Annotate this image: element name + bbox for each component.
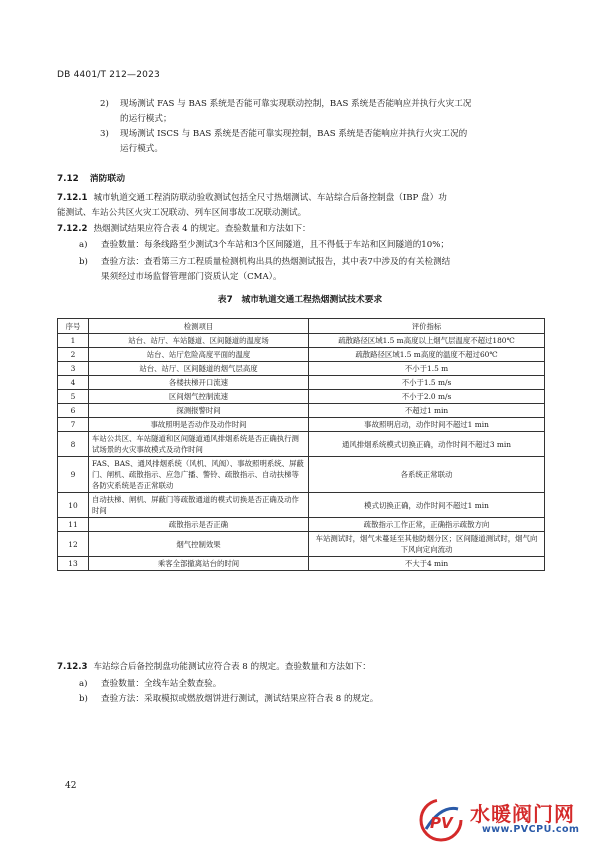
clause-7-12-2: 7.12.2 热烟测试结果应符合表 4 的规定。查验数量和方法如下： xyxy=(57,224,311,234)
table-row: 11 疏散指示是否正确 疏散指示工作正常，正确指示疏散方向 xyxy=(58,518,545,532)
column-header-criteria: 评价指标 xyxy=(309,319,545,334)
list-item-number: 3) xyxy=(100,129,109,139)
section-number: 7.12 xyxy=(57,174,79,184)
list-item-text: 查验数量：每条线路至少测试3个车站和3个区间隧道，且不得低于车站和区间隧道的10%； xyxy=(101,240,450,250)
clause-number: 7.12.2 xyxy=(57,224,88,234)
table-row: 12 烟气控制效果 车站测试时，烟气未蔓延至其他防烟分区；区间隧道测试时，烟气向下风向定向流动 xyxy=(58,532,545,557)
table-header-row xyxy=(58,319,545,334)
list-item-text: 现场测试 ISCS 与 BAS 系统是否能可靠实现控制，BAS 系统是否能响应并执行火灾工况的 运行模式。 xyxy=(120,129,468,154)
column-header-index: 序号 xyxy=(58,319,89,334)
column-header-item: 检测项目 xyxy=(89,319,309,334)
table-row: 3 站台、站厅、区间隧道的烟气层高度 不小于1.5 m xyxy=(58,362,545,376)
list-item xyxy=(79,692,549,707)
watermark-url: www.PVCPU.com xyxy=(482,824,580,835)
watermark-logo-icon xyxy=(416,795,466,845)
section-title: 消防联动 xyxy=(89,174,125,184)
table-caption: 表7 城市轨道交通工程热烟测试技术要求 xyxy=(217,295,383,305)
clause-number: 7.12.3 xyxy=(57,662,88,672)
document-header: DB 4401/T 212—2023 xyxy=(57,70,160,80)
list-item-number: a) xyxy=(79,679,88,689)
table-row: 4 各楼扶梯开口流速 不小于1.5 m/s xyxy=(58,376,545,390)
table-row: 13 乘客全部撤离站台的时间 不大于4 min xyxy=(58,557,545,571)
list-item-text: 查验数量：全线车站全数查验。 xyxy=(101,679,222,689)
page-number: 42 xyxy=(65,781,77,791)
list-item-number: a) xyxy=(79,240,88,250)
table-row: 7 事故照明是否动作及动作时间 事故照明启动，动作时间不超过1 min xyxy=(58,418,545,432)
table-row: 1 站台、站厅、车站隧道、区间隧道的温度场 疏散路径区域1.5 m高度以上烟气层温度不超过180℃ xyxy=(58,334,545,348)
clause-7-12-3: 7.12.3 车站综合后备控制盘功能测试应符合表 8 的规定。查验数量和方法如下： xyxy=(57,662,371,672)
table-row: 9 FAS、BAS、通风排烟系统（风机、风阀）、事故照明系统、屏蔽门、闸机、疏散指示、应急广播、警铃、疏散指示、自动扶梯等各防灾系统是否正常联动 各系统正常联动 xyxy=(58,457,545,493)
list-item-number: 2) xyxy=(100,99,109,109)
list-item-text: 现场测试 FAS 与 BAS 系统是否能可靠实现联动控制，BAS 系统是否能响应并执行火灾工况 的运行模式； xyxy=(120,99,472,124)
list-item xyxy=(79,677,549,692)
table-row: 6 探测报警时间 不超过1 min xyxy=(58,404,545,418)
table-row: 8 车站公共区、车站隧道和区间隧道通风排烟系统是否正确执行测试场景的火灾事故模式及动作时间 通风排烟系统模式切换正确，动作时间不超过3 min xyxy=(58,432,545,457)
list-item-number: b) xyxy=(79,694,88,704)
clause-7-12-1: 7.12.1 城市轨道交通工程消防联动验收测试包括全尺寸热烟测试、车站综合后备控制盘（IBP 盘）功 能测试、车站公共区火灾工况联动、列车区间事故工况联动测试。 xyxy=(57,193,447,218)
list-item xyxy=(100,127,560,157)
table-row: 5 区间烟气控制流速 不小于2.0 m/s xyxy=(58,390,545,404)
list-item xyxy=(79,238,549,253)
svg-text:PV: PV xyxy=(430,814,453,832)
list-item-number: b) xyxy=(79,257,88,267)
table-row: 2 站台、站厅危险高度平面的温度 疏散路径区域1.5 m高度的温度不超过60℃ xyxy=(58,348,545,362)
watermark-title: 水暖阀门网 xyxy=(470,802,575,826)
clause-number: 7.12.1 xyxy=(57,193,88,203)
section-heading xyxy=(57,171,125,184)
smoke-test-requirements-table xyxy=(57,318,545,571)
list-item xyxy=(79,255,549,285)
table-row: 10 自动扶梯、闸机、屏蔽门等疏散通道的模式切换是否正确及动作时间 模式切换正确，动作时间不超过1 min xyxy=(58,493,545,518)
list-item-text: 查验方法：查看第三方工程质量检测机构出具的热烟测试报告，其中表7中涉及的有关检测结 果须经过市场监督管理部门资质认定（CMA）。 xyxy=(101,257,451,282)
list-item xyxy=(100,97,560,127)
list-item-text: 查验方法：采取模拟或燃放烟饼进行测试，测试结果应符合表 8 的规定。 xyxy=(101,694,379,704)
